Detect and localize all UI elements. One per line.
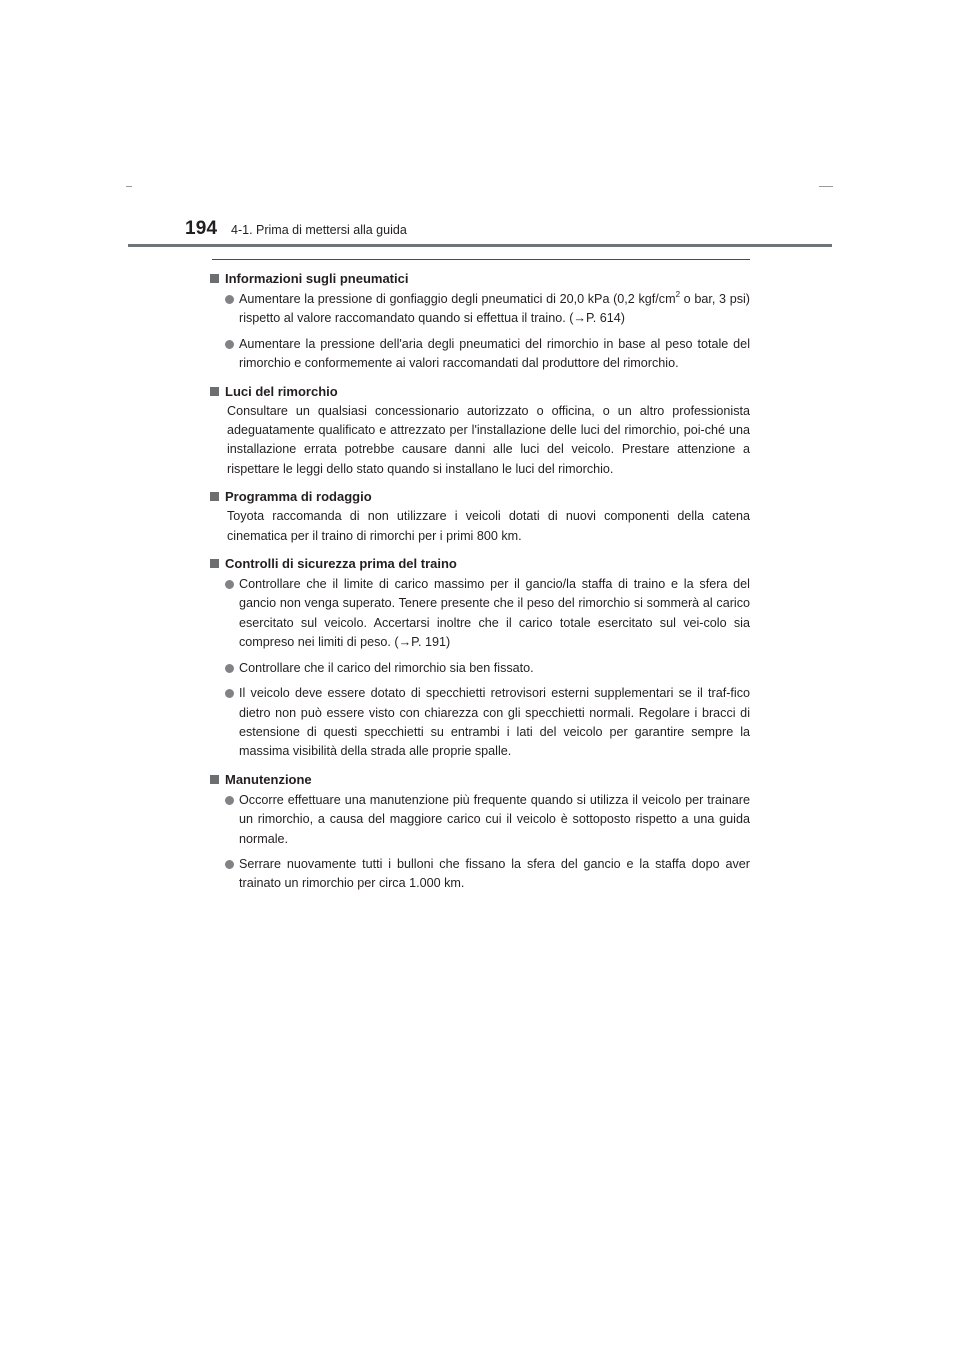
list-item-text: Il veicolo deve essere dotato di specchietti retrovisori esterni supplementari se il traf-fico dietro non può essere visto con chiarezza con gli specchietti normali. Regolare i bracci di estensione di questi specchietti su entrambi i lati del veicolo per garantire sempre la massima visibilità della strada alle proprie spalle. [239, 686, 750, 759]
list-item-text: Aumentare la pressione di gonfiaggio degli pneumatici di 20,0 kPa (0,2 kgf/cm [239, 292, 676, 306]
circle-bullet-icon [225, 580, 234, 589]
section-heading [210, 382, 750, 401]
section-trailer-lights [210, 382, 750, 480]
list-item-text: Controllare che il limite di carico massimo per il gancio/la staffa di traino e la sfera del gancio non venga superato. Tenere presente che il peso del rimorchio si sommerà al carico esercitato sul veicolo. Accertarsi inoltre che il carico totale esercitato sul vei-colo sia compreso nei limiti di peso. (→P. 191) [239, 577, 750, 650]
list-item [210, 290, 750, 329]
square-bullet-icon [210, 775, 219, 784]
section-maintenance [210, 770, 750, 894]
section-heading-text: Programma di rodaggio [225, 489, 372, 505]
list-item-text: o bar, 3 psi) rispetto al valore raccomandato quando si effettua il traino. (→P. 614) [239, 292, 750, 326]
list-item-text: Serrare nuovamente tutti i bulloni che fissano la sfera del gancio e la staffa dopo aver trainato un rimorchio per circa 1.000 km. [239, 856, 750, 891]
page-content [210, 259, 750, 902]
section-heading [210, 487, 750, 506]
header-section-title: 4-1. Prima di mettersi alla guida [231, 223, 407, 237]
header-rule [128, 244, 832, 247]
crop-mark-left [126, 186, 132, 187]
circle-bullet-icon [225, 664, 234, 673]
superscript: 2 [675, 289, 681, 299]
section-paragraph: Toyota raccomanda di non utilizzare i veicoli dotati di nuovi componenti della catena cinematica per il traino di rimorchi per i primi 800 km. [227, 509, 750, 543]
circle-bullet-icon [225, 689, 234, 698]
list-item-text: Aumentare la pressione dell'aria degli pneumatici del rimorchio in base al peso totale del rimorchio e conformemente ai valori raccomandati dal produttore del rimorchio. [239, 336, 750, 371]
crop-mark-right [819, 186, 833, 187]
list-item [210, 791, 750, 849]
list-item [210, 575, 750, 653]
list-item-text: Controllare che il carico del rimorchio sia ben fissato. [239, 660, 534, 675]
circle-bullet-icon [225, 340, 234, 349]
section-heading [210, 554, 750, 573]
list-item [210, 659, 750, 678]
page-header [128, 214, 832, 248]
section-heading [210, 269, 750, 288]
list-item [210, 855, 750, 894]
section-break-in [210, 487, 750, 546]
section-tyre-info [210, 269, 750, 374]
section-heading-text: Manutenzione [225, 771, 312, 787]
square-bullet-icon [210, 559, 219, 568]
content-top-rule [212, 259, 750, 260]
page-number: 194 [185, 218, 218, 239]
section-heading-text: Luci del rimorchio [225, 383, 338, 399]
circle-bullet-icon [225, 295, 234, 304]
square-bullet-icon [210, 387, 219, 396]
section-safety-checks [210, 554, 750, 762]
list-item-text: Occorre effettuare una manutenzione più frequente quando si utilizza il veicolo per trainare un rimorchio, a causa del maggiore carico cui il veicolo è sottoposto rispetto a una guida normale. [239, 792, 750, 846]
section-heading [210, 770, 750, 789]
list-item [210, 684, 750, 762]
circle-bullet-icon [225, 796, 234, 805]
list-item [210, 335, 750, 374]
section-heading-text: Controlli di sicurezza prima del traino [225, 556, 457, 572]
square-bullet-icon [210, 274, 219, 283]
section-paragraph: Consultare un qualsiasi concessionario autorizzato o officina, o un altro professionista adeguatamente qualificato e attrezzato per l'installazione delle luci del rimorchio, poi-ché una installazione errata potrebbe causare danni alle luci del veicolo. Prestare attenzione a rispettare le leggi dello stato quando si installano le luci del rimorchio. [227, 403, 750, 476]
circle-bullet-icon [225, 860, 234, 869]
square-bullet-icon [210, 492, 219, 501]
section-heading-text: Informazioni sugli pneumatici [225, 271, 409, 286]
